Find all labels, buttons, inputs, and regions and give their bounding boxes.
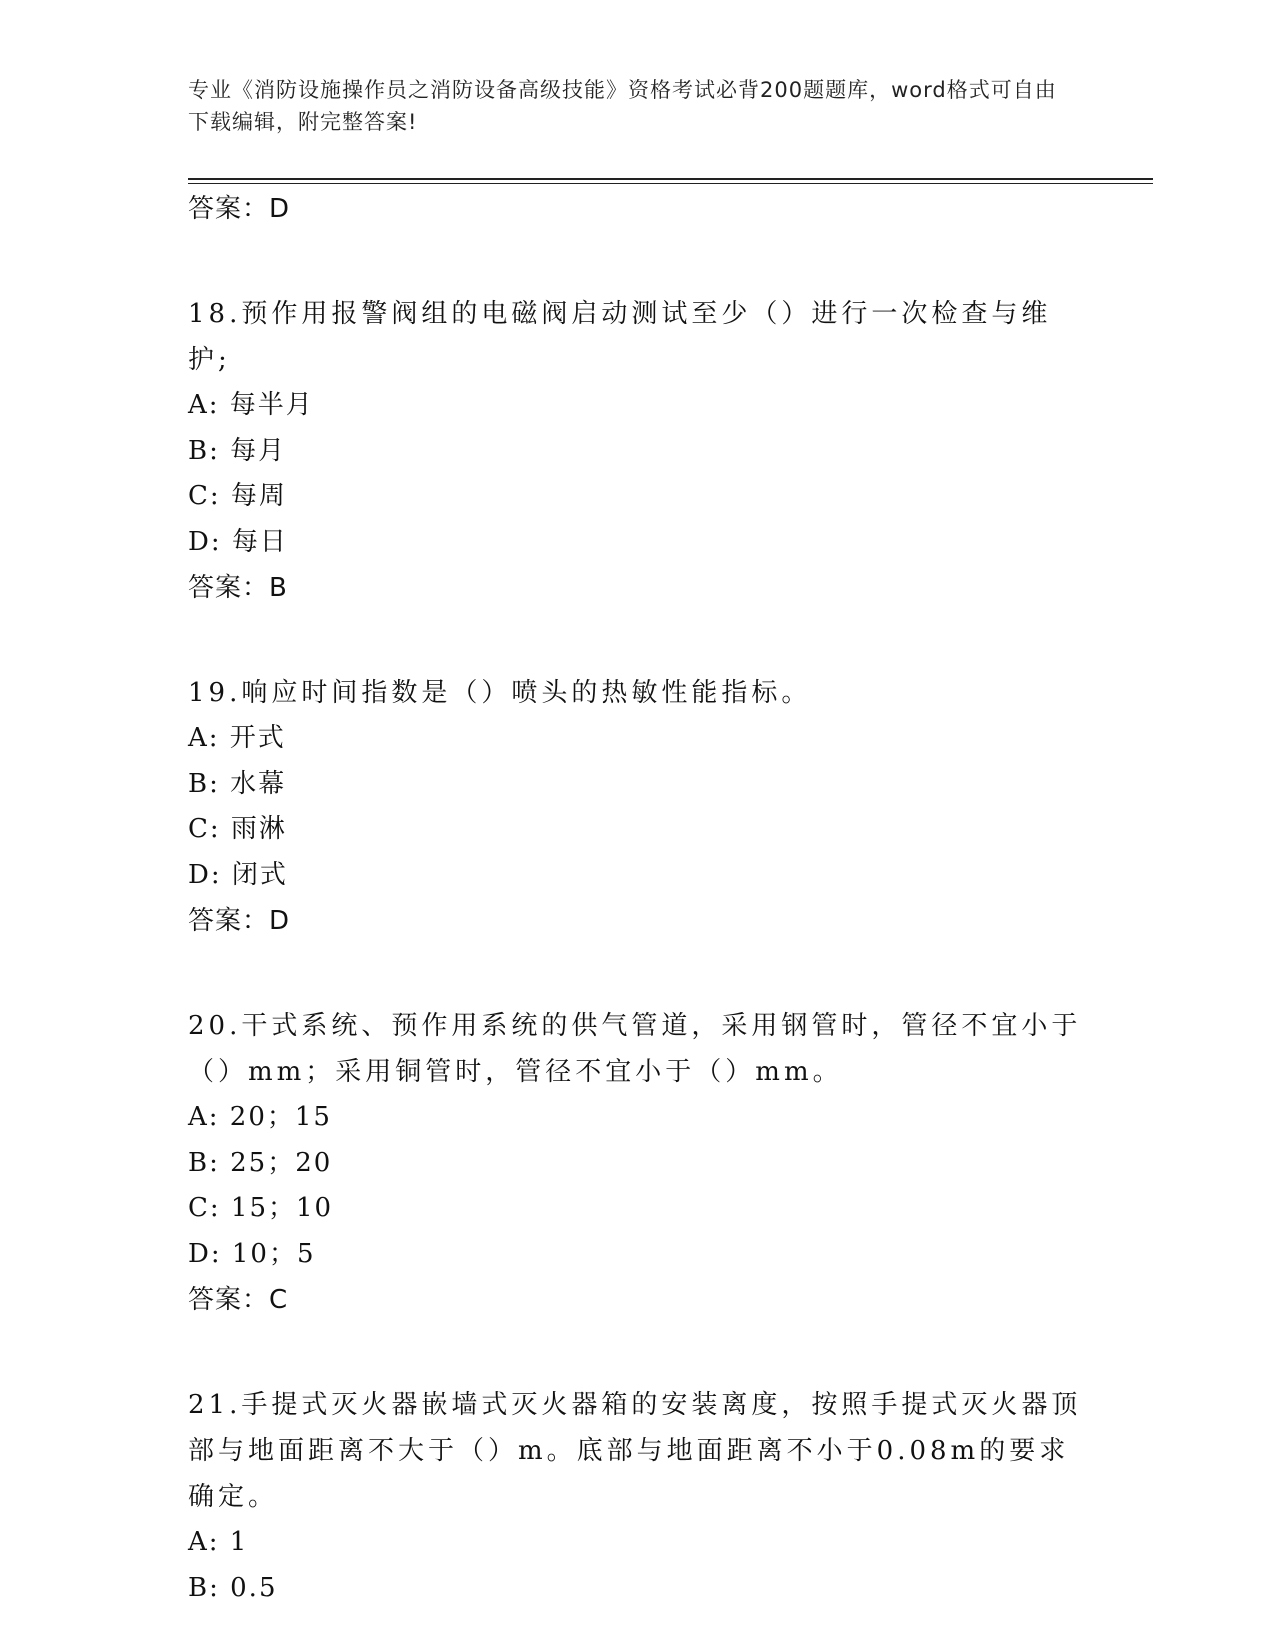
option-b: B: 0.5 [188, 1572, 278, 1603]
spacer [188, 1323, 1088, 1382]
option-a: A: 每半月 [188, 390, 314, 420]
question-text: 19.响应时间指数是（）喷头的热敏性能指标。 [188, 678, 812, 708]
spacer [188, 611, 1088, 670]
spacer [188, 944, 1088, 1003]
question-text: 18.预作用报警阀组的电磁阀启动测试至少（）进行一次检查与维护; [188, 299, 1052, 375]
question-19 [188, 670, 1088, 944]
question-list [188, 186, 1088, 1611]
question-text: 20.干式系统、预作用系统的供气管道，采用钢管时，管径不宜小于（）mm；采用铜管时，管径不宜小于（）mm。 [188, 1011, 1082, 1087]
answer-line: 答案：B [188, 573, 288, 603]
question-21 [188, 1382, 1088, 1611]
option-a: A: 20；15 [188, 1102, 332, 1132]
question-text: 21.手提式灭火器嵌墙式灭火器箱的安装离度，按照手提式灭火器顶部与地面距离不大于（）m。底部与地面距离不小于0.08m的要求确定。 [188, 1390, 1082, 1512]
option-c: C: 每周 [188, 481, 287, 511]
answer-line: 答案：C [188, 1285, 289, 1315]
spacer [188, 232, 1088, 291]
answer-line: 答案：D [188, 194, 291, 224]
header-rule-thick [188, 178, 1153, 180]
header-rule-thin [188, 183, 1153, 184]
option-c: C: 15；10 [188, 1193, 334, 1223]
option-d: D: 闭式 [188, 859, 288, 890]
option-d: D: 每日 [188, 526, 288, 557]
option-b: B: 每月 [188, 435, 287, 466]
answer-line: 答案：D [188, 906, 291, 936]
question-20 [188, 1003, 1088, 1323]
option-a: A: 1 [188, 1527, 249, 1557]
option-c: C: 雨淋 [188, 814, 287, 844]
option-a: A: 开式 [188, 723, 286, 753]
option-b: B: 25；20 [188, 1147, 333, 1178]
option-d: D: 10；5 [188, 1238, 316, 1269]
header-text: 专业《消防设施操作员之消防设备高级技能》资格考试必背200题题库，word格式可自由下载编辑，附完整答案! [188, 78, 1057, 134]
question-18 [188, 291, 1088, 611]
document-header [188, 74, 1068, 138]
option-b: B: 水幕 [188, 768, 287, 799]
